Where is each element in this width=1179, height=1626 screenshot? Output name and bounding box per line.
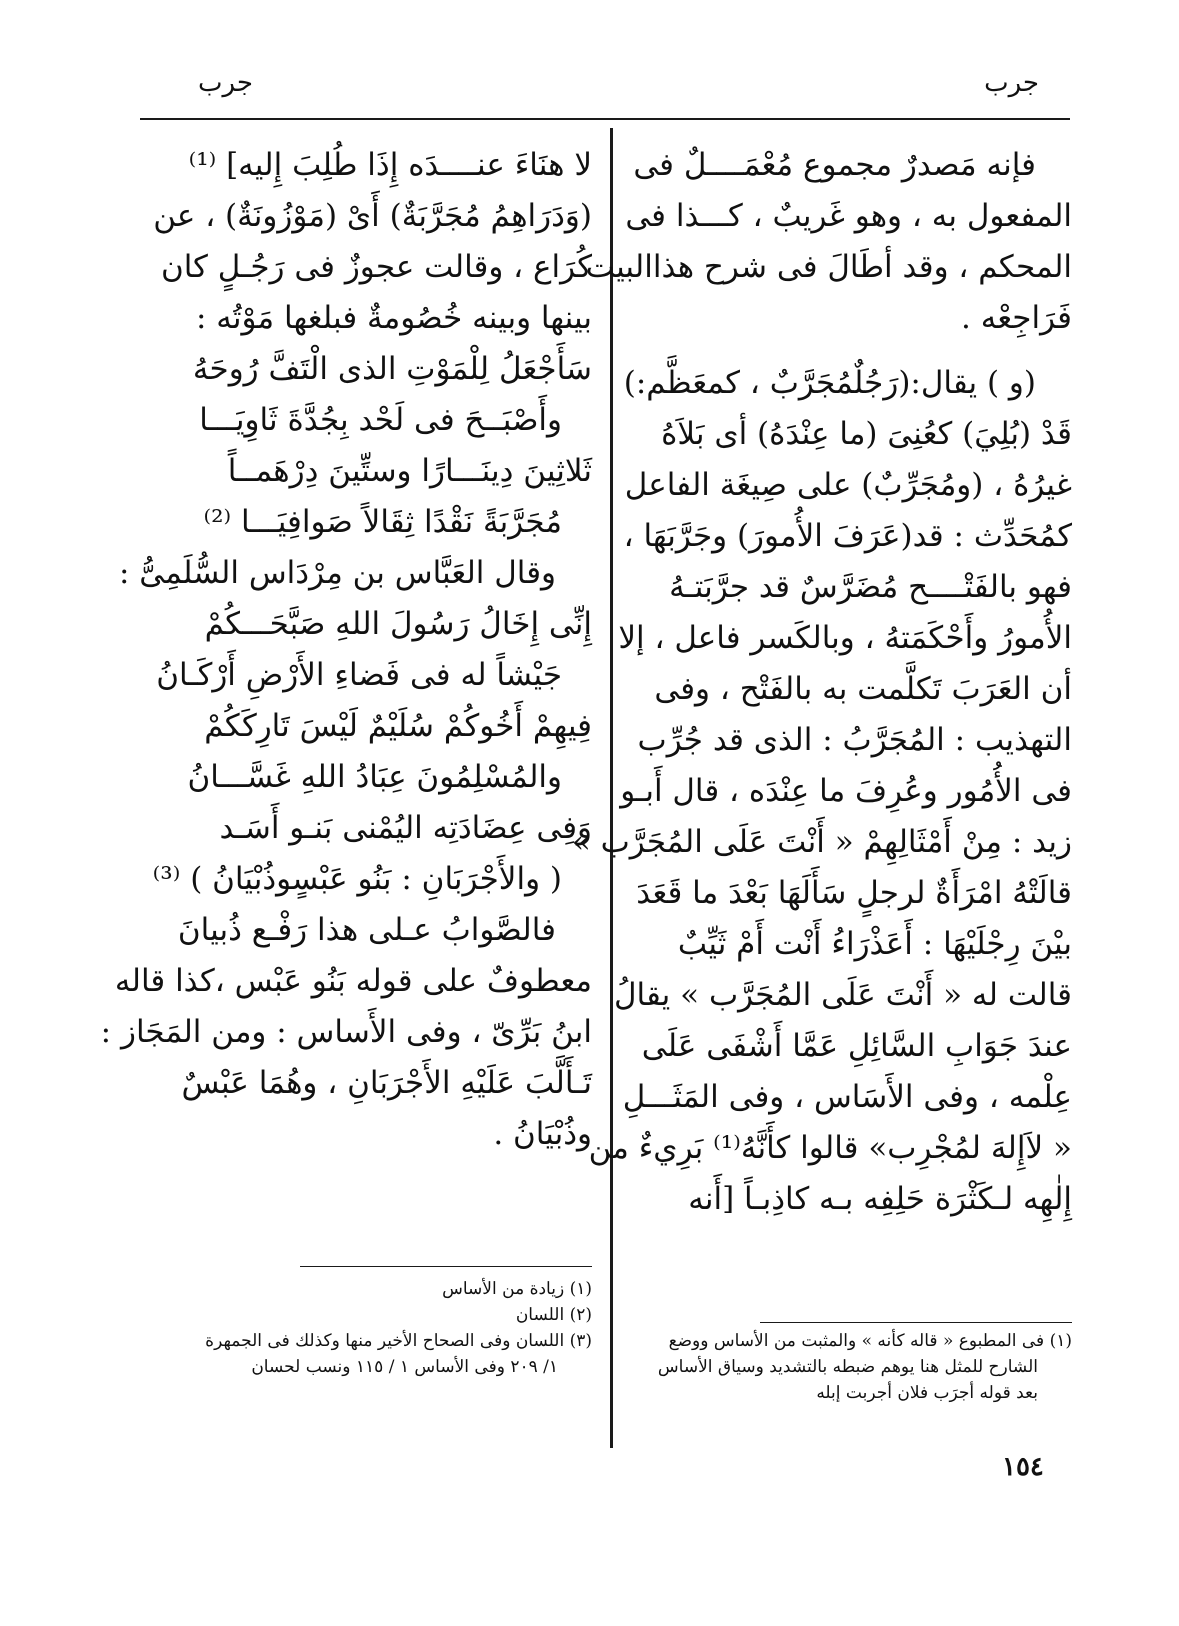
text-line: عندَ جَوَابِ السَّائِلِ عَمَّا أَشْفَى عَلَى bbox=[641, 1028, 1072, 1064]
text-line: فهو بالفَتْــــح مُضَرَّسٌ قد جرَّبَتـهُ bbox=[669, 569, 1072, 605]
poem-verse: والمُسْلِمُونَ عِبَادُ اللهِ غَسَّـــانُ bbox=[187, 759, 562, 795]
text-line: (و ) يقال:(رَجُلٌمُجَرَّبٌ ، كمعَظَّم:) bbox=[623, 365, 1036, 401]
left-column bbox=[100, 140, 592, 1160]
poem-verse: ( والأَجْرَبَانِ : بَنُو عَبْسٍوذُبْيَانُ ) ⁽³⁾ bbox=[152, 861, 562, 897]
text-line: إِلٰهِه لـكَثْرَة حَلِفِه بـه كاذِبـاً [أَنه bbox=[688, 1181, 1072, 1217]
footnote-line: (٢) اللسان bbox=[515, 1305, 592, 1325]
footnote-line: ١/ ٢٠٩ وفى الأساس ١ / ١١٥ ونسب لحسان bbox=[251, 1357, 558, 1377]
text-line: قالَتْهُ امْرَأَةٌ لرجلٍ سَأَلَهَا بَعْدَ ما قَعَدَ bbox=[636, 875, 1072, 911]
text-line: وذُبْيَانُ . bbox=[493, 1116, 592, 1152]
text-line: فالصَّوابُ عـلى هذا رَفْـع ذُبيانَ bbox=[177, 912, 556, 948]
text-line: ابنُ بَرِّىّ ، وفى الأَساس : ومن المَجَاز : bbox=[100, 1014, 592, 1050]
text-line: المحكم ، وقد أطَالَ فى شرح هذاالبيت bbox=[585, 249, 1072, 285]
footnote-line: (١) زيادة من الأساس bbox=[442, 1279, 592, 1299]
poem-verse: فِيهِمْ أَخُوكُمْ سُلَيْمٌ لَيْسَ تَارِكَكُمْ bbox=[204, 708, 592, 744]
poem-verse: سَأَجْعَلُ لِلْمَوْتِ الذى الْتَفَّ رُوحَهُ bbox=[192, 351, 592, 387]
poem-verse: ثَلاثِينَ دِينَـــارًا وستِّينَ دِرْهَمــاً bbox=[227, 453, 592, 489]
text-line: (وَدَرَاهِمُ مُجَرَّبَةٌ) أَىْ (مَوْزُونَةٌ) ، عن bbox=[153, 198, 592, 234]
text-line: قالت له « أَنْتَ عَلَى المُجَرَّب » يقالُ bbox=[614, 977, 1072, 1013]
text-line: كمُحَدِّث : قد(عَرَفَ الأُمورَ) وجَرَّبَهَا ، bbox=[623, 518, 1072, 554]
footnotes-right bbox=[640, 1328, 1072, 1406]
text-line: بيْنَ رِجْلَيْهَا : أَعَذْرَاءُ أَنْت أَمْ ثَيِّبٌ bbox=[677, 926, 1072, 962]
right-column bbox=[571, 140, 1072, 1225]
footnote-rule-right bbox=[760, 1322, 1072, 1323]
poem-verse: وأَصْبَــحَ فى لَحْد بِجُدَّةَ ثَاوِيَـــا bbox=[199, 402, 562, 438]
text-line: معطوفٌ على قوله بَنُو عَبْس ،كذا قاله bbox=[114, 963, 592, 999]
footnotes-left bbox=[140, 1276, 592, 1380]
text-line: بينها وبينه خُصُومةٌ فبلغها مَوْتُه : bbox=[196, 300, 592, 336]
text-line: زيد : مِنْ أَمْثَالِهِمْ « أَنْتَ عَلَى المُجَرَّب » bbox=[571, 824, 1072, 860]
footnote-rule-left bbox=[300, 1266, 592, 1267]
text-line: المفعول به ، وهو غَريبٌ ، كـــذا فى bbox=[625, 198, 1072, 234]
text-line: الأُمورُ وأَحْكَمَتهُ ، وبالكَسر فاعل ، إلا bbox=[618, 620, 1072, 656]
header-rule bbox=[140, 118, 1070, 120]
text-line: فإنه مَصدرٌ مجموع مُعْمَــــلٌ فى bbox=[633, 147, 1036, 183]
text-line: فى الأُمُور وعُرِفَ ما عِنْدَه ، قال أَبـو bbox=[620, 773, 1072, 809]
poem-verse: إِنِّى إِخَالُ رَسُولَ اللهِ صَبَّحَـــكُمْ bbox=[204, 606, 592, 642]
text-line: أن العَرَبَ تَكلَّمت به بالفَتْح ، وفى bbox=[654, 671, 1072, 707]
page-number: ١٥٤ bbox=[1002, 1452, 1044, 1482]
footnote-line: بعد قوله أجرَب فلان أجربت إبله bbox=[816, 1383, 1038, 1403]
text-line: « لاَإِلهَ لمُجْرِب» قالوا كأَنَّهُ⁽¹⁾ بَرِيءٌ من bbox=[588, 1130, 1072, 1166]
text-line: قَدْ (بُلِيَ) كعُنِىَ (ما عِنْدَهُ) أى بَلاَهُ bbox=[661, 416, 1072, 452]
text-line: تَـأَلَّبَ عَلَيْهِ الأَجْرَبَانِ ، وهُمَا عَبْسٌ bbox=[181, 1065, 592, 1101]
poem-verse: وَفِى عِضَادَتِه اليُمْنى بَنـو أَسَـد bbox=[219, 810, 592, 846]
running-header-left: جرب bbox=[198, 68, 253, 98]
running-header-right: جرب bbox=[984, 68, 1039, 98]
poem-verse: مُجَرَّبَةً نَقْدًا ثِقَالاً صَوافِيَـــا ⁽²⁾ bbox=[203, 504, 562, 540]
text-line: كُرَاع ، وقالت عجوزٌ فى رَجُـلٍ كان bbox=[160, 249, 592, 285]
footnote-line: (٣) اللسان وفى الصحاح الأخير منها وكذلك فى الجمهرة bbox=[205, 1331, 592, 1351]
poem-verse: جَيْشاً له فى فَضاءِ الأَرْضِ أَرْكَـانُ bbox=[156, 657, 562, 693]
text-line: لا هنَاءَ عنــــدَه إِذَا طُلِبَ إِليه] ⁽¹⁾ bbox=[188, 147, 592, 183]
column-divider bbox=[610, 128, 613, 1448]
footnote-line: (١) فى المطبوع « قاله كأنه » والمثبت من الأساس ووضع bbox=[668, 1331, 1072, 1351]
text-line: عِلْمه ، وفى الأَسَاس ، وفى المَثَـــلِ bbox=[622, 1079, 1072, 1115]
text-line: التهذيب : المُجَرَّبُ : الذى قد جُرِّب bbox=[637, 722, 1072, 758]
text-line: فَرَاجِعْه . bbox=[961, 300, 1072, 336]
text-line: غيرُهُ ، (ومُجَرِّبٌ) على صِيغَة الفاعل bbox=[624, 467, 1072, 503]
footnote-line: الشارح للمثل هنا يوهم ضبطه بالتشديد وسياق الأساس bbox=[657, 1357, 1038, 1377]
text-line: وقال العَبَّاس بن مِرْدَاس السُّلَمِىُّ : bbox=[118, 555, 556, 591]
